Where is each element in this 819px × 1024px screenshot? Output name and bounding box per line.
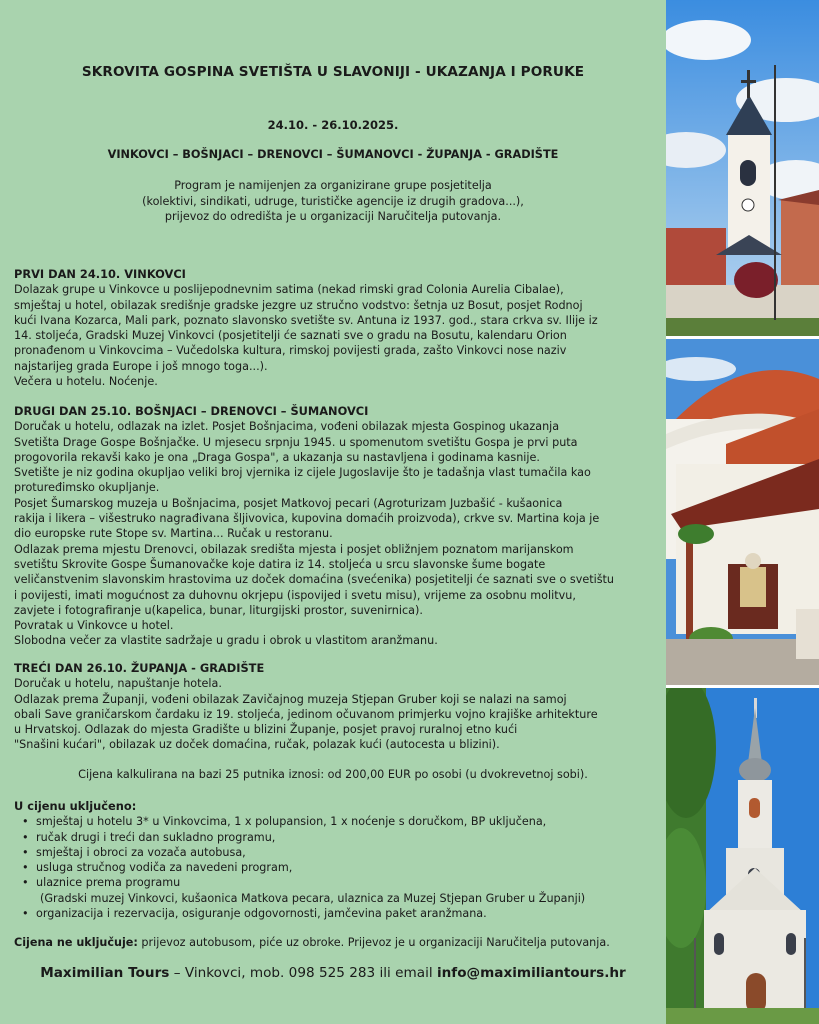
day2-title: DRUGI DAN 25.10. BOŠNJACI – DRENOVCI – ŠUMANOVCI [14,404,369,418]
day2-line: Posjet Šumarskog muzeja u Bošnjacima, posjet Matkovoj pecari (Agroturizam Juzbašić - kušaonica [14,496,563,510]
day2-line: Odlazak prema mjestu Drenovci, obilazak središta mjesta i posjet obližnjem poznatom marijanskom [14,542,574,556]
trip-route: VINKOVCI – BOŠNJACI – DRENOVCI – ŠUMANOVCI - ŽUPANJA - GRADIŠTE [107,148,559,161]
included-item: • ulaznice prema programu [14,875,654,890]
day2-line: protuređimsko okupljanje. [14,481,160,495]
day1-line: 14. stoljeća, Gradski Muzej Vinkovci (posjetitelji će saznati sve o gradu na Bosutu, kalendaru Orion [14,329,567,343]
included-item: • ručak drugi i treći dan sukladno programu, [14,830,654,845]
included-list-end [14,906,654,921]
day1-line: kući Ivana Kozarca, Mali park, poznato slavonsko svetište sv. Antuna iz 1937. god., stara crkva sv. Ilije iz [14,313,598,327]
included-item: • organizacija i rezervacija, osiguranje odgovornosti, jamčevina paket aranžmana. [14,906,654,921]
contact-footer [0,965,666,981]
day3-section [14,661,654,753]
included-item: • usluga stručnog vodiča za navedeni program, [14,860,654,875]
included-item: • smještaj i obroci za vozača autobusa, [14,845,654,860]
page-title: SKROVITA GOSPINA SVETIŠTA U SLAVONIJI - UKAZANJA I PORUKE [81,64,585,80]
chapel-photo [666,339,819,685]
day2-line: i povijesti, imati mogućnost za duhovnu okrjepu (ispovijed i svetu misu), vrijeme za osobnu molitvu, [14,588,576,602]
day2-line: Slobodna večer za vlastite sadržaje u gradu i obrok u vlastitom aranžmanu. [14,634,438,648]
excluded-section [14,935,654,950]
day2-line: zavjete i fotografiranje u(kapelica, bunar, liturgijski prostor, suvenirnica). [14,603,423,617]
day1-section [14,267,654,389]
included-section [14,799,654,921]
intro-line: (kolektivi, sindikati, udruge, turističke agencije iz drugih gradova...), [142,194,524,208]
day1-line: Večera u hotelu. Noćenje. [14,375,158,389]
price-info: Cijena kalkulirana na bazi 25 putnika iznosi: od 200,00 EUR po osobi (u dvokrevetnoj sobi). [78,768,588,781]
contact-email[interactable]: info@maximiliantours.hr [436,965,626,981]
day2-section [14,404,654,649]
day2-line: dio europske rute Stope sv. Martina... Ručak u restoranu. [14,527,333,541]
day2-line: Povratak u Vinkovce u hotel. [14,619,174,633]
day3-line: obali Save graničarskom čardaku iz 19. stoljeća, jedinom očuvanom primjerku vojno krajiške arhitekture [14,707,598,721]
day1-line: najstarijeg grada Europe i još mnogo toga...). [14,359,268,373]
trip-dates: 24.10. - 26.10.2025. [267,118,399,132]
day2-line: rakija i likera – višestruko nagrađivana šljivovica, kupovina domaćih proizvoda), crkve sv. Martina koja je [14,512,600,526]
day2-line: svetištu Skrovite Gospe Šumanovačke koje datira iz 14. stoljeća u srcu slavonske šume bogate [14,557,546,571]
day1-line: smještaj u hotel, obilazak središnje gradske jezgre uz stručno vodstvo: šetnja uz Bosut, posjet Rodnoj [14,298,583,312]
included-title: U cijenu uključeno: [14,799,137,813]
day2-line: veličanstvenim slavonskim hrastovima uz doček domaćina (svećenika) posjetitelji će saznati sve o svetištu [14,573,615,587]
day3-line: u Hrvatskoj. Odlazak do mjesta Gradište u blizini Županje, posjet pravoj ruralnoj etno kući [14,723,518,737]
excluded-text: prijevoz autobusom, piće uz obroke. Prijevoz je u organizaciji Naručitelja putovanja. [137,936,610,949]
contact-phone: – Vinkovci, mob. 098 525 283 ili email [169,965,437,981]
day1-line: pronađenom u Vinkovcima – Vučedolska kultura, rimskoj povijesti grada, zašto Vinkovci nose naziv [14,344,567,358]
day3-line: Odlazak prema Županji, vođeni obilazak Zavičajnog muzeja Stjepan Gruber koji se nalazi na samoj [14,692,567,706]
church-tower-photo [666,0,819,336]
intro-paragraph [0,178,666,225]
day3-line: "Snašini kućari", obilazak uz doček domaćina, ručak, polazak kući (autocesta u blizini). [14,738,500,752]
day2-line: Svetište je niz godina okupljao veliki broj vjernika iz cijele Jugoslavije što je tadašnja vlast tumačila kao [14,466,591,480]
intro-line: Program je namijenjen za organizirane grupe posjetitelja [174,179,492,192]
excluded-label: Cijena ne uključuje: [14,936,138,949]
photo-column [666,0,819,1024]
day2-line: Doručak u hotelu, odlazak na izlet. Posjet Bošnjacima, vođeni obilazak mjesta Gospinog ukazanja [14,420,560,434]
church-photo [666,688,819,1024]
day2-line: progovorila rekavši kako je ona „Draga Gospa", a ukazanja su nastavljena i godinama kasnije. [14,450,540,464]
day1-line: Dolazak grupe u Vinkovce u poslijepodnevnim satima (nekad rimski grad Colonia Aurelia Cibalae), [14,283,564,297]
included-item: • smještaj u hotelu 3* u Vinkovcima, 1 x polupansion, 1 x noćenje s doručkom, BP uključena, [14,814,654,829]
included-list [14,814,654,890]
day2-line: Svetišta Drage Gospe Bošnjačke. U mjesecu srpnju 1945. u spomenutom svetištu Gospa je prvi puta [14,435,578,449]
company-name: Maximilian Tours [40,965,170,981]
intro-line: prijevoz do odredišta je u organizaciji Naručitelja putovanja. [164,210,502,223]
day1-title: PRVI DAN 24.10. VINKOVCI [14,267,186,281]
included-subnote: (Gradski muzej Vinkovci, kušaonica Matkova pecara, ulaznica za Muzej Stjepan Gruber u Županji) [40,891,586,905]
day3-title: TREĆI DAN 26.10. ŽUPANJA - GRADIŠTE [14,661,265,675]
day3-line: Doručak u hotelu, napuštanje hotela. [14,677,222,691]
